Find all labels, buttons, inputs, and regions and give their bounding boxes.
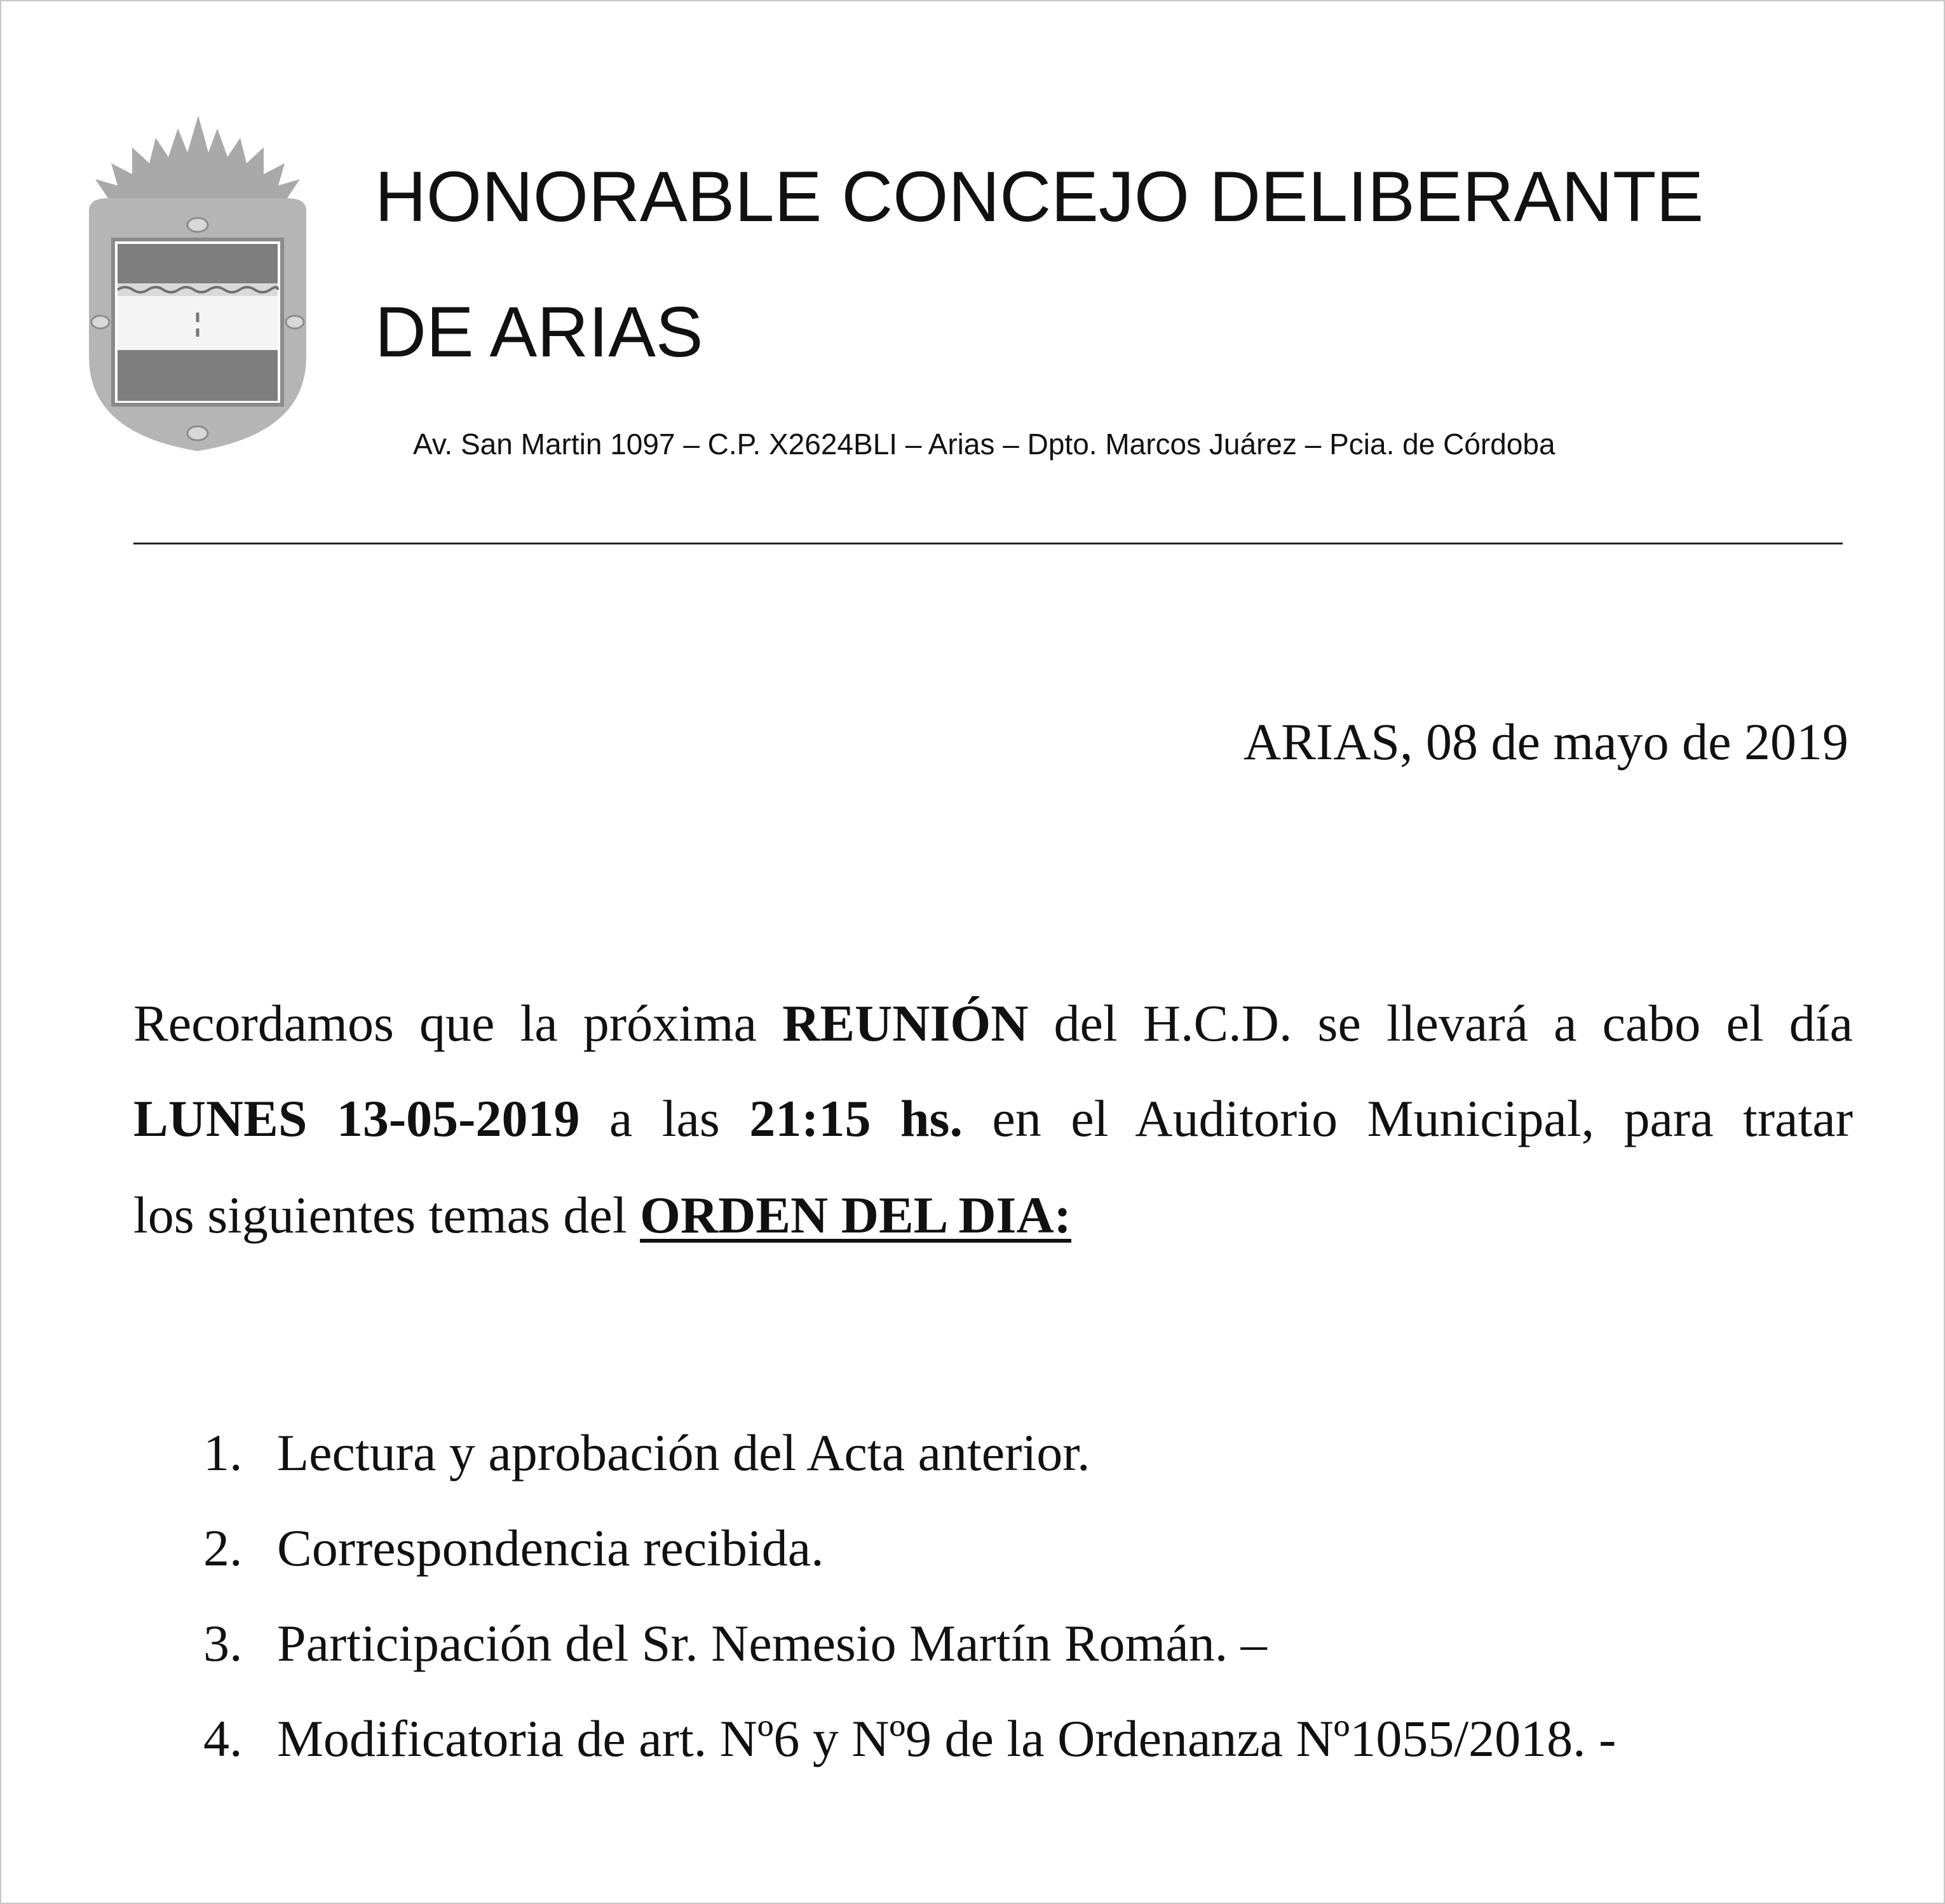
header-divider (133, 543, 1843, 544)
body-text: en el Auditorio Municipal, para tratar (962, 1090, 1854, 1147)
meeting-time: 21:15 hs. (749, 1090, 963, 1147)
body-line-2 (133, 1090, 1854, 1147)
body-line-1 (133, 994, 1853, 1052)
council-title-line1: HONORABLE CONCEJO DELIBERANTE (375, 157, 1704, 236)
agenda-heading: ORDEN DEL DIA: (640, 1186, 1071, 1244)
meeting-keyword: REUNIÓN (782, 994, 1029, 1052)
body-text: del H.C.D. se llevará a cabo el día (1028, 994, 1853, 1052)
agenda-item-number: 2. (203, 1519, 243, 1577)
agenda-item-text: Correspondencia recibida. (277, 1519, 824, 1577)
document-date: ARIAS, 08 de mayo de 2019 (1243, 713, 1848, 771)
council-address: Av. San Martin 1097 – C.P. X2624BLI – Arias – Dpto. Marcos Juárez – Pcia. de Córdoba (413, 428, 1555, 461)
agenda-item-text: Lectura y aprobación del Acta anterior. (277, 1424, 1090, 1482)
body-text: los siguientes temas del (133, 1186, 640, 1244)
agenda-item (203, 1519, 824, 1577)
agenda-item (203, 1424, 1090, 1482)
meeting-date: LUNES 13-05-2019 (133, 1090, 580, 1147)
agenda-item (203, 1710, 1616, 1767)
agenda-item-number: 1. (203, 1424, 243, 1482)
municipal-crest-icon (83, 103, 313, 456)
agenda-item-text: Participación del Sr. Nemesio Martín Román. – (277, 1614, 1267, 1672)
council-title-line2: DE ARIAS (375, 292, 703, 372)
body-text: a las (579, 1090, 750, 1147)
body-line-3 (133, 1186, 1853, 1244)
agenda-item-number: 4. (203, 1710, 243, 1767)
agenda-item-number: 3. (203, 1614, 243, 1672)
agenda-item-text: Modificatoria de art. Nº6 y Nº9 de la Ordenanza Nº1055/2018. - (277, 1710, 1616, 1767)
agenda-item (203, 1614, 1267, 1672)
body-text: Recordamos que la próxima (133, 994, 783, 1052)
